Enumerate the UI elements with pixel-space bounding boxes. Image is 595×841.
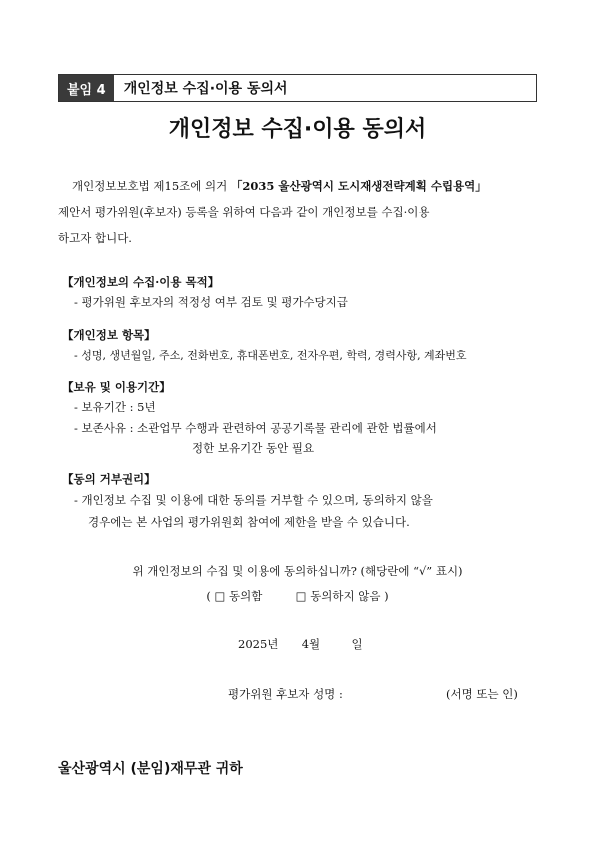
project-name: 「2035 울산광역시 도시재생전략계획 수립용역」 (230, 179, 487, 193)
signature-label: 평가위원 후보자 성명 : (228, 687, 343, 701)
refusal-line-1: - 개인정보 수집 및 이용에 대한 동의를 거부할 수 있으며, 동의하지 않을 (74, 493, 433, 507)
purpose-item: - 평가위원 후보자의 적정성 여부 검토 및 평가수당지급 (74, 295, 348, 309)
intro-prefix: 개인정보보호법 제15조에 의거 (72, 179, 231, 193)
refusal-line-2: 경우에는 본 사업의 평가위원회 참여에 제한을 받을 수 있습니다. (88, 515, 410, 529)
addressee: 울산광역시 (분임)재무관 귀하 (58, 761, 243, 777)
attachment-header (58, 74, 537, 102)
intro-line-2: 제안서 평가위원(후보자) 등록을 위하여 다음과 같이 개인정보를 수집·이용 (58, 205, 430, 219)
date-month: 4월 (301, 637, 321, 651)
agree-checkbox[interactable]: □ (214, 589, 226, 603)
retention-reason-2: 정한 보유기간 동안 필요 (192, 441, 315, 455)
intro-line-3: 하고자 합니다. (58, 231, 132, 245)
items-item: - 성명, 생년월일, 주소, 전화번호, 휴대폰번호, 전자우편, 학력, 경력사항, 계좌번호 (74, 349, 467, 362)
intro-paragraph (58, 173, 540, 251)
consent-options (0, 588, 595, 604)
retention-heading: 【보유 및 이용기간】 (62, 380, 171, 394)
page-title: 개인정보 수집·이용 동의서 (168, 117, 427, 142)
retention-reason-1: - 보존사유 : 소관업무 수행과 관련하여 공공기록물 관리에 관한 법률에서 (74, 421, 437, 435)
retention-period: - 보유기간 : 5년 (74, 400, 156, 414)
signature-note: (서명 또는 인) (446, 687, 518, 701)
date-line (238, 636, 363, 652)
disagree-label: 동의하지 않음 (310, 589, 381, 603)
attachment-tag: 붙임 4 (59, 75, 114, 101)
attachment-title: 개인정보 수집·이용 동의서 (123, 81, 288, 97)
purpose-heading: 【개인정보의 수집·이용 목적】 (62, 275, 220, 289)
options-close-paren: ) (384, 589, 389, 603)
refusal-heading: 【동의 거부권리】 (62, 472, 156, 486)
options-open-paren: ( (206, 589, 211, 603)
disagree-checkbox[interactable]: □ (295, 589, 307, 603)
consent-question: 위 개인정보의 수집 및 이용에 동의하십니까? (해당란에 “√” 표시) (132, 564, 463, 578)
date-year: 2025년 (238, 637, 279, 651)
date-day: 일 (351, 637, 363, 651)
items-heading: 【개인정보 항목】 (62, 328, 156, 342)
agree-label: 동의함 (229, 589, 263, 603)
